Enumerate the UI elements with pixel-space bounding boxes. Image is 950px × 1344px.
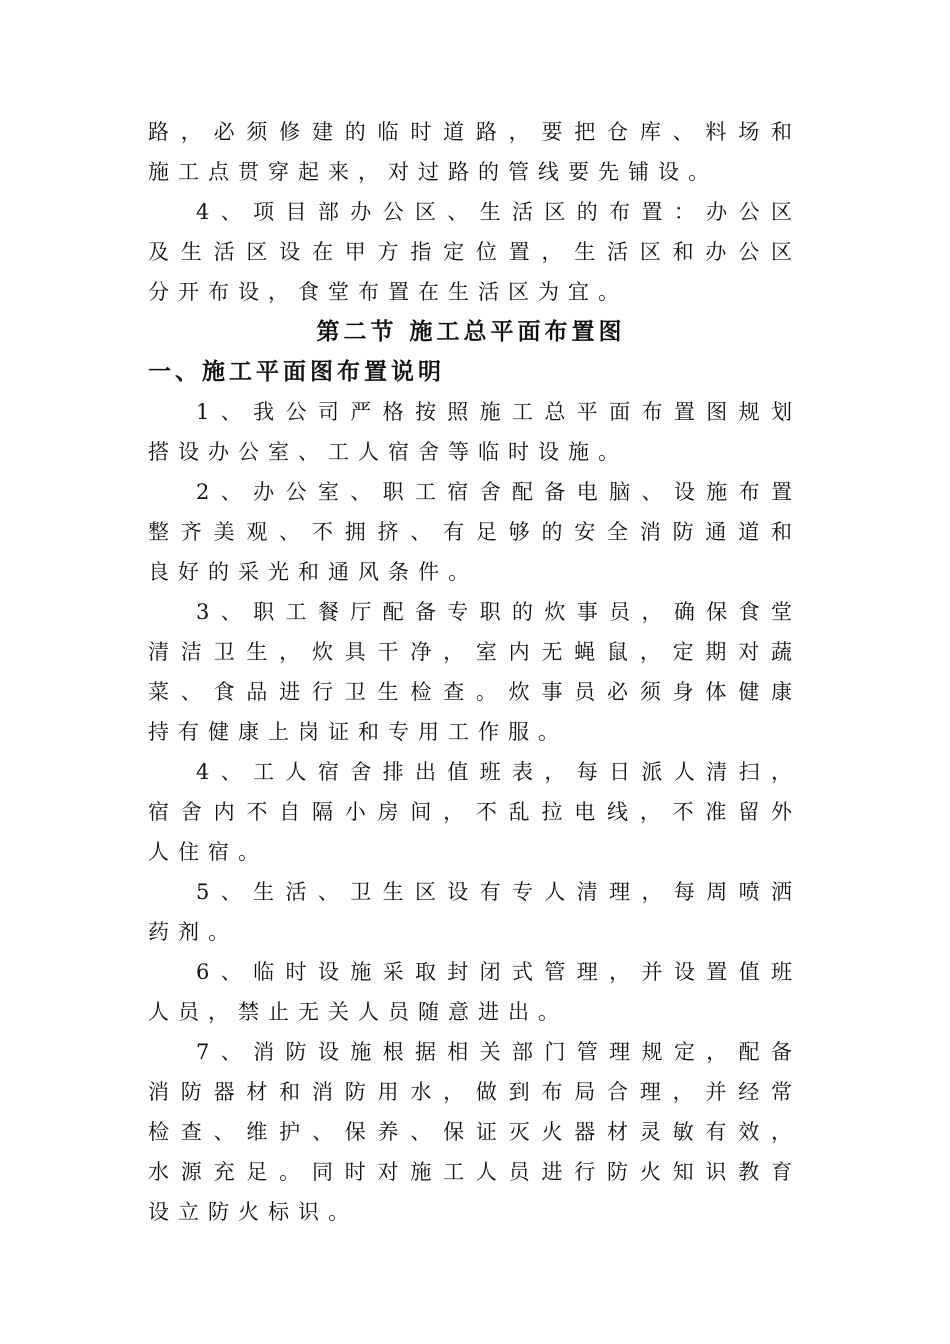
paragraph-line: 5、生活、卫生区设有专人清理，每周喷洒 (196, 880, 794, 904)
text-line: 持有健康上岗证和专用工作服。 (148, 720, 568, 744)
paragraph-line: 2、办公室、职工宿舍配备电脑、设施布置 (196, 480, 794, 504)
text-line: 整齐美观、不拥挤、有足够的安全消防通道和 (148, 520, 794, 544)
paragraph-line: 7、消防设施根据相关部门管理规定，配备 (196, 1040, 794, 1064)
text-line: 消防器材和消防用水，做到布局合理，并经常 (148, 1080, 794, 1104)
text-line: 人住宿。 (148, 840, 268, 864)
text-line: 路，必须修建的临时道路，要把仓库、料场和 (148, 120, 794, 144)
text-line: 检查、维护、保养、保证灭火器材灵敏有效， (148, 1120, 794, 1144)
text-line: 宿舍内不自隔小房间，不乱拉电线，不准留外 (148, 800, 794, 824)
paragraph-line: 4、工人宿舍排出值班表，每日派人清扫， (196, 760, 794, 784)
subsection-title: 一、施工平面图布置说明 (148, 359, 445, 385)
paragraph-line: 1、我公司严格按照施工总平面布置图规划 (196, 400, 794, 424)
text-line: 施工点贯穿起来，对过路的管线要先铺设。 (148, 160, 718, 184)
text-line: 搭设办公室、工人宿舍等临时设施。 (148, 440, 628, 464)
text-line: 水源充足。同时对施工人员进行防火知识教育 (148, 1160, 794, 1184)
paragraph-line: 3、职工餐厅配备专职的炊事员，确保食堂 (196, 600, 794, 624)
text-line: 人员，禁止无关人员随意进出。 (148, 1000, 568, 1024)
text-line: 及生活区设在甲方指定位置，生活区和办公区 (148, 240, 794, 264)
section-title: 第二节 施工总平面布置图 (316, 319, 626, 345)
text-line: 菜、食品进行卫生检查。炊事员必须身体健康 (148, 680, 794, 704)
text-line: 设立防火标识。 (148, 1200, 358, 1224)
paragraph-line: 4、项目部办公区、生活区的布置：办公区 (196, 200, 794, 224)
text-line: 良好的采光和通风条件。 (148, 560, 478, 584)
text-line: 清洁卫生，炊具干净，室内无蝇鼠，定期对蔬 (148, 640, 794, 664)
paragraph-line: 6、临时设施采取封闭式管理，并设置值班 (196, 960, 794, 984)
text-line: 分开布设，食堂布置在生活区为宜。 (148, 280, 628, 304)
document-page (148, 112, 794, 1232)
text-line: 药剂。 (148, 920, 238, 944)
